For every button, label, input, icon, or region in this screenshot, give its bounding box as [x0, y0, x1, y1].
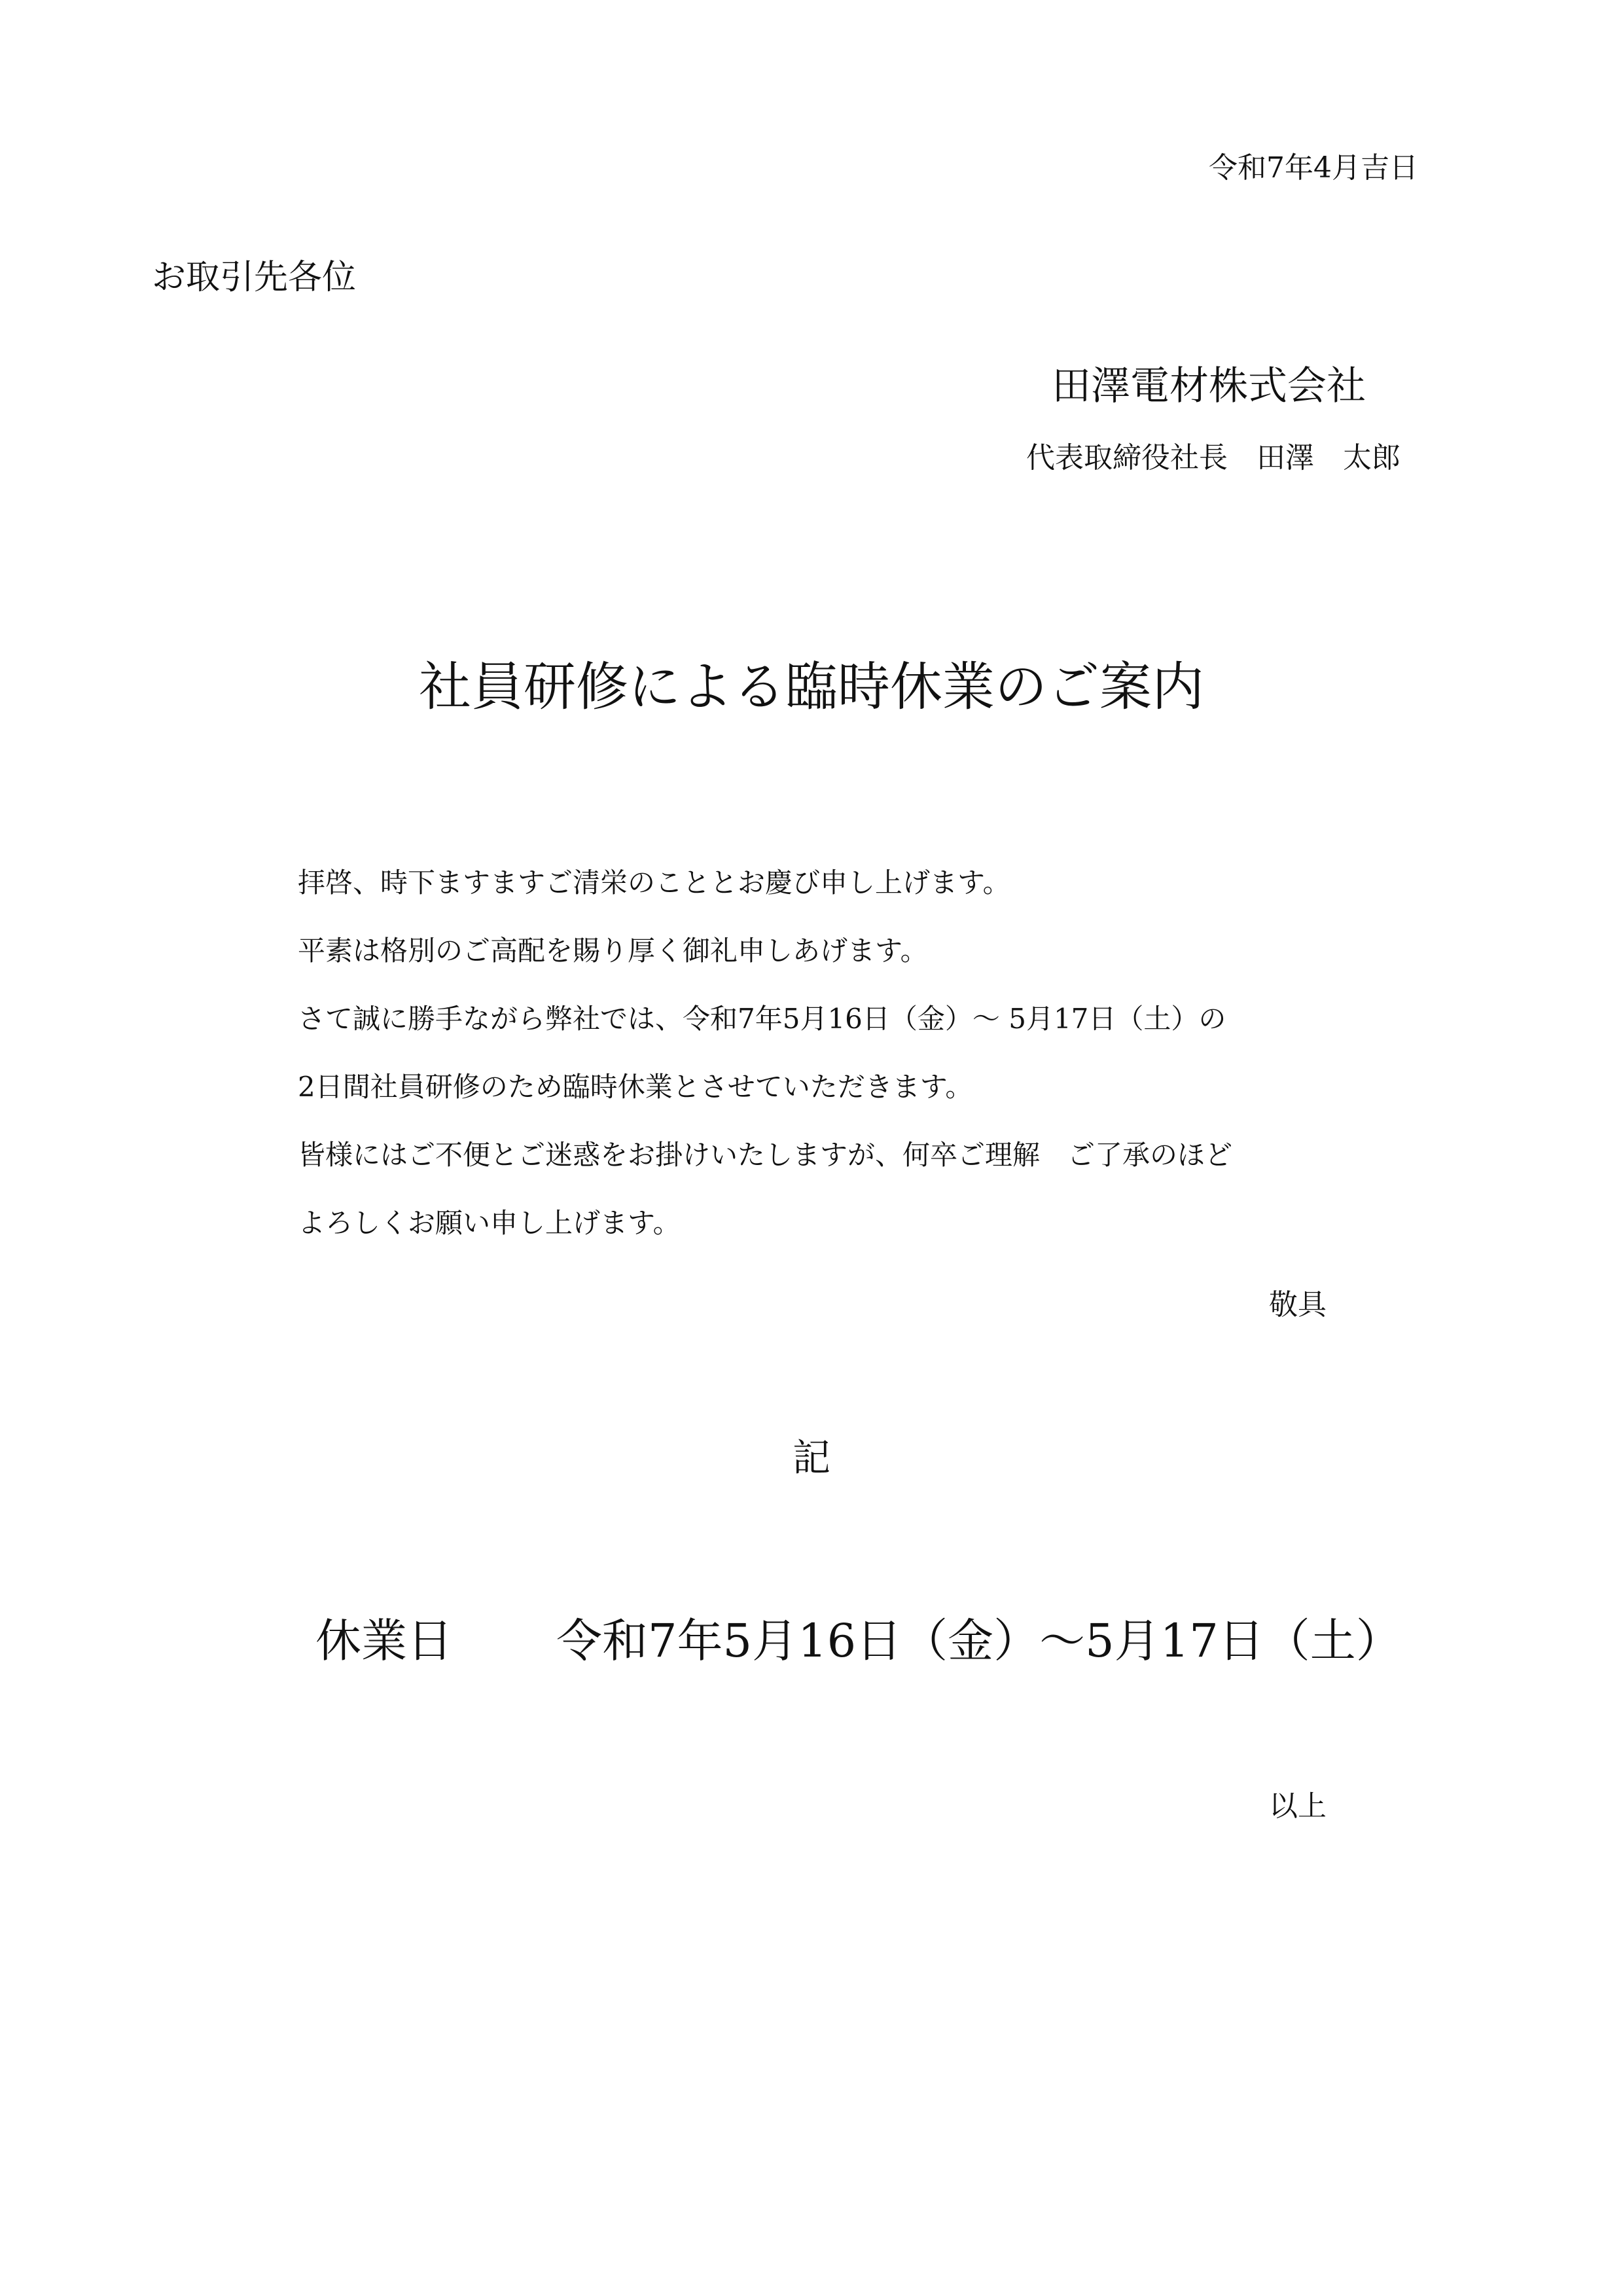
holiday-dates: 令和7年5月16日（金）～5月17日（土） [556, 1614, 1402, 1668]
end-mark: 以上 [1269, 1789, 1327, 1823]
notice-heading: 記 [792, 1435, 830, 1480]
body-line: さて誠に勝手ながら弊社では、令和7年5月16日（金）～ 5月17日（土）の [298, 1003, 1226, 1035]
holiday-label: 休業日 [315, 1614, 453, 1668]
body-line: よろしくお願い申し上げます。 [298, 1207, 681, 1239]
body-line: 平素は格別のご高配を賜り厚く御礼申しあげます。 [298, 935, 928, 967]
body-line: 2日間社員研修のため臨時休業とさせていただきます。 [298, 1071, 973, 1103]
document-title: 社員研修による臨時休業のご案内 [419, 656, 1204, 717]
company-name: 田澤電材株式会社 [1052, 363, 1366, 409]
issue-date: 令和7年4月吉日 [1209, 151, 1418, 185]
body-line: 拝啓、時下ますますご清栄のこととお慶び申し上げます。 [298, 867, 1010, 899]
recipient: お取引先各位 [152, 258, 357, 297]
closing-word: 敬具 [1269, 1288, 1327, 1321]
representative-name: 代表取締役社長 田澤 太郎 [1026, 441, 1400, 475]
body-line: 皆様にはご不便とご迷惑をお掛けいたしますが、何卒ご理解 ご了承のほど [298, 1139, 1233, 1171]
body-text [298, 869, 1232, 1278]
